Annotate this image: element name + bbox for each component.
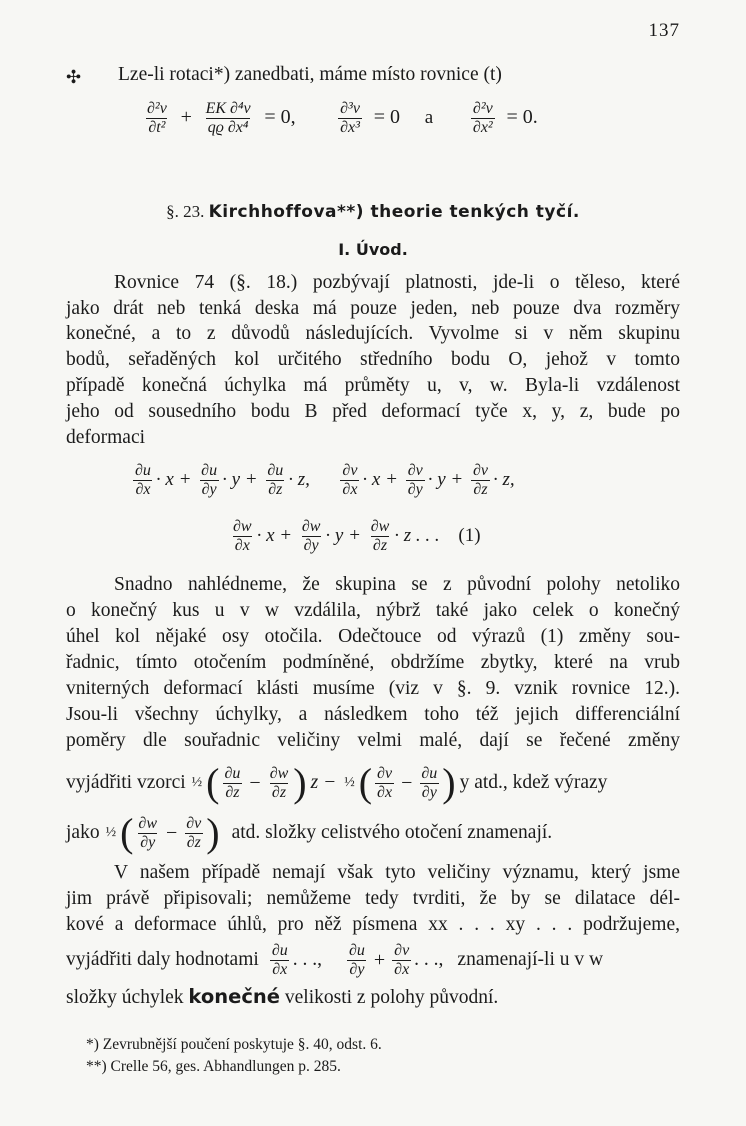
footnote-1: *) Zevrubnější poučení poskytuje §. 40, odst. 6.	[86, 1036, 382, 1053]
para1-line: jeho od sousedního bodu B před deformací tyče x, y, z, bude po	[66, 401, 680, 422]
formula-tail: y atd., kdež výrazy	[459, 772, 608, 793]
frac-num: ∂w	[301, 518, 321, 535]
last-line-a: složky úchylek	[66, 987, 184, 1008]
term: · z,	[492, 468, 515, 490]
intro-text: Lze-li rotaci*) zanedbati, máme místo rovnice (t)	[118, 64, 502, 85]
jako-tail: atd. složky celistvého otočení znamenají.	[231, 822, 553, 843]
frac-den: ∂y	[140, 833, 156, 851]
vyjadriti-line	[66, 938, 680, 982]
term: · y +	[325, 524, 361, 546]
frac-den: ∂x	[272, 960, 288, 978]
bold-word: konečné	[188, 985, 281, 1008]
equation-label: (1)	[458, 524, 481, 546]
half-sign: ½	[105, 825, 117, 840]
section-number: §. 23.	[166, 202, 205, 221]
frac-den: ∂y	[201, 481, 217, 498]
eq3-den: ∂x²	[472, 119, 493, 136]
frac-num: ∂u	[267, 462, 284, 479]
para2-line: Snadno nahlédneme, že skupina se z původní polohy netoliko	[114, 574, 680, 595]
formula-lead: vyjádřiti vzorci	[66, 772, 186, 793]
frac-num: ∂v	[472, 462, 488, 479]
eq3-tail: = 0.	[506, 105, 538, 128]
para2-line: Jsou-li všechny úchylky, a následkem toho též jejich differenciální	[66, 704, 680, 725]
para2-line: vniterných deformací klásti musíme (viz v §. 9. vznik rovnice 12.).	[66, 678, 680, 699]
half-sign: ½	[191, 775, 203, 790]
frac-num: ∂u	[271, 941, 288, 959]
term: · y +	[427, 468, 464, 490]
frac-num: ∂w	[370, 518, 390, 535]
frac-num: ∂v	[394, 941, 410, 959]
eq1-tail: = 0,	[264, 105, 296, 128]
eq2-num: ∂³v	[340, 100, 360, 117]
para2-line: o konečný kus u v w vzdálila, nýbrž také jako celek o konečný	[66, 600, 680, 621]
eq1-a-den: ∂t²	[148, 119, 166, 136]
frac-num: ∂v	[407, 462, 423, 479]
term: · x +	[155, 468, 192, 490]
frac-den: ∂x	[234, 537, 250, 554]
frac-den: ∂y	[407, 481, 423, 498]
plus: +	[373, 949, 386, 971]
eq1-plus: +	[180, 105, 192, 128]
frac-den: ∂x	[135, 481, 151, 498]
frac-den: ∂y	[349, 960, 365, 978]
jako-line: jako ½ ( $\frac{\partial w}{\partial y}$ − $\frac{\partial v}{\partial z}$ ) atd. složky celistvého otočení znamenají.	[66, 810, 553, 855]
para2-line: úhel kol nějaké osy otočila. Odečtouce od výrazů (1) změny sou-	[66, 626, 680, 647]
term: · z . . .	[394, 524, 440, 546]
frac-den: ∂z	[372, 537, 388, 554]
section-subtitle: I. Úvod.	[338, 240, 408, 259]
deformation-equation-row2	[228, 518, 481, 555]
intro-equations	[142, 100, 542, 137]
eq-conjunction: a	[424, 106, 434, 128]
frac-num: ∂w	[269, 764, 289, 782]
para1-line: bodů, seřaděných kol určitého středního bodu O, jehož v tomto	[66, 349, 680, 370]
eq1-a-num: ∂²v	[147, 100, 167, 117]
jako-lead: jako	[66, 822, 100, 843]
para1-line: deformaci	[66, 427, 146, 448]
frac-num: ∂u	[224, 764, 241, 782]
para1-line: Rovnice 74 (§. 18.) pozbývají platnosti, jde-li o těleso, které	[114, 272, 680, 293]
para1-line: případě konečná úchylka má průměty u, v, w. Byla-li vzdálenost	[66, 375, 680, 396]
frac-num: ∂w	[138, 814, 157, 832]
term: · x +	[362, 468, 398, 490]
para2-line: řadnic, tímto otočením podmíněné, obdržíme zbytky, které na vrub	[66, 652, 680, 673]
rotation-formula-line: vyjádřiti vzorci ½ ( $\frac{\partial u}{\partial z}$ − $\frac{\partial w}{\partial z}$ ) z − ½ ( $\frac{\partial v}{\partial x}$ − $\frac{\partial u}{\partial y}$ ) y atd., kdež výrazy	[66, 760, 608, 805]
dots: . . .,	[414, 949, 444, 970]
last-line-b: velikosti z polohy původní.	[284, 987, 499, 1008]
para3-line: jim právě připisovali; nemůžeme tedy tvrditi, že by se dilatace dél-	[66, 888, 680, 909]
frac-den: ∂y	[303, 537, 319, 554]
dots: . . .,	[292, 949, 322, 970]
frac-den: ∂x	[342, 481, 358, 498]
footnote-2: **) Crelle 56, ges. Abhandlungen p. 285.	[86, 1058, 341, 1075]
frac-den: ∂z	[473, 481, 488, 498]
para2-line: poměry dle souřadnic veličiny velmi malé, dají se řečené změny	[66, 730, 680, 751]
frac-num: ∂v	[342, 462, 358, 479]
eq3-num: ∂²v	[472, 100, 493, 117]
frac-num: ∂u	[348, 941, 365, 959]
vyjadriti-lead: vyjádřiti daly hodnotami	[66, 949, 259, 970]
para3-line: V našem případě nemají však tyto veličiny významu, který jsme	[114, 862, 680, 883]
eq1-b-den: qϱ ∂x⁴	[207, 119, 249, 136]
frac-den: ∂y	[421, 783, 437, 801]
frac-den: ∂x	[377, 783, 393, 801]
frac-num: ∂u	[135, 462, 151, 479]
section-heading	[0, 202, 746, 222]
deformation-equation-row1	[130, 462, 515, 499]
frac-den: ∂x	[394, 960, 410, 978]
term: · z,	[288, 468, 310, 490]
para1-line: konečné, a to z důvodů následujících. Vyvolme si v něm skupinu	[66, 323, 680, 344]
section-title: Kirchhoffova**) theorie tenkých tyčí.	[208, 202, 580, 222]
eq1-b-num: EK ∂⁴v	[205, 100, 251, 117]
vyjadriti-tail: znamenají-li u v w	[457, 949, 604, 970]
term: · x +	[256, 524, 293, 546]
frac-den: ∂z	[186, 833, 201, 851]
para3-line: kové a deformace úhlů, pro něž písmena xx . . . xy . . . podržujeme,	[66, 914, 680, 935]
frac-num: ∂v	[186, 814, 202, 832]
para1-line: jako drát neb tenká deska má pouze jeden, neb pouze dva rozměry	[66, 298, 680, 319]
eq2-tail: = 0	[373, 105, 400, 128]
frac-num: ∂v	[377, 764, 393, 782]
last-line	[66, 984, 680, 1011]
frac-num: ∂u	[201, 462, 218, 479]
term: · y +	[222, 468, 258, 490]
frac-den: ∂z	[271, 783, 287, 801]
formula-mid: z −	[310, 772, 337, 793]
frac-num: ∂u	[421, 764, 438, 782]
frac-den: ∂z	[268, 481, 283, 498]
frac-num: ∂w	[233, 518, 252, 535]
page-number: 137	[648, 20, 680, 41]
margin-marker: ✣	[66, 67, 82, 87]
eq2-den: ∂x³	[340, 119, 360, 136]
half-sign: ½	[344, 775, 355, 790]
frac-den: ∂z	[225, 783, 240, 801]
